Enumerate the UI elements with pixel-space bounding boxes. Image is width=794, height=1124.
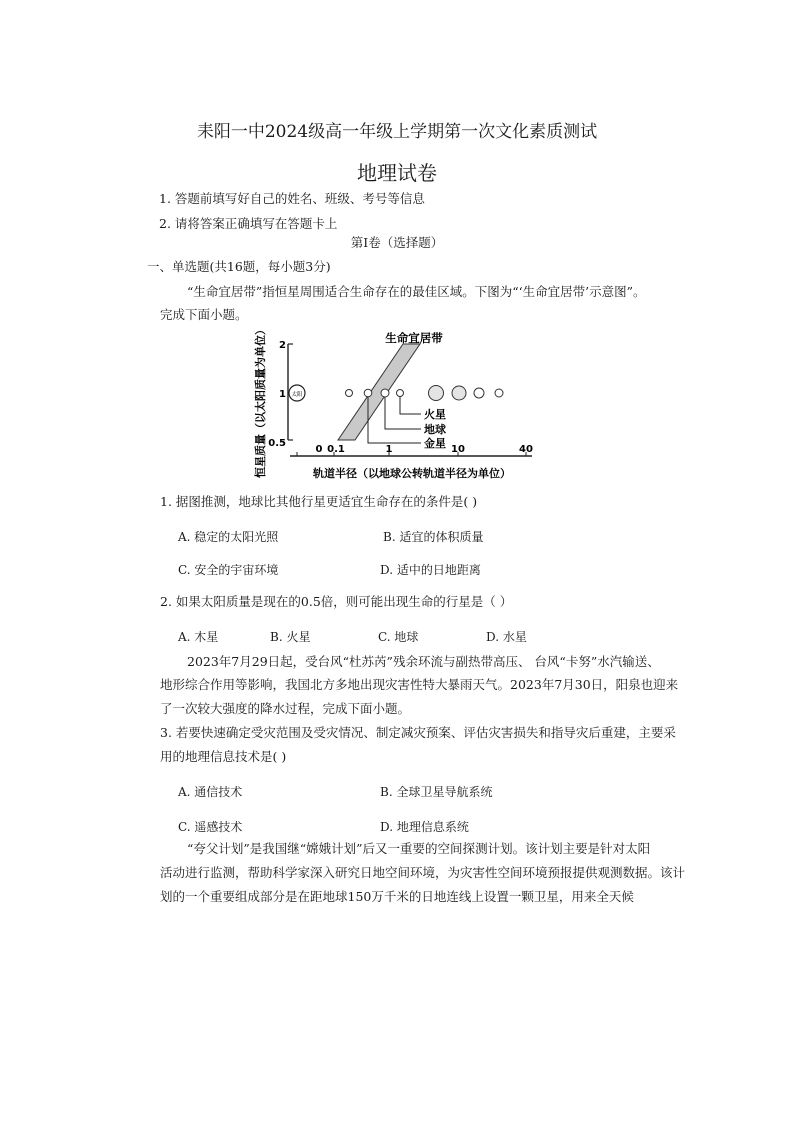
x-tick-label-1: 1 (385, 444, 393, 455)
x-tick-label-40: 40 (519, 444, 533, 455)
exam-subject: 地理试卷 (357, 161, 437, 185)
y-tick-label-2: 2 (279, 340, 286, 351)
q1-option-c: C. 安全的宇宙环境 (178, 563, 279, 577)
sun-label: 太阳 (291, 392, 303, 398)
q1-option-b: B. 适宜的体积质量 (383, 530, 484, 544)
passage2-line2: 地形综合作用等影响，我国北方多地出现灾害性特大暴雨天气。2023年7月30日，阳泉也迎来 (160, 677, 679, 692)
x-tick-label-0-1: 0.1 (327, 444, 345, 455)
planet-venus (364, 389, 372, 397)
passage3-line1: “夸父计划”是我国继“嫦娥计划”后又一重要的空间探测计划。该计划主要是针对太阳 (187, 841, 651, 856)
passage1-line1: “生命宜居带”指恒星周围适合生命存在的最佳区域。下图为“‘生命宜居带’示意图”。 (187, 284, 646, 299)
passage3-line2: 活动进行监测，帮助科学家深入研究日地空间环境，为灾害性空间环境预报提供观测数据。该计 (160, 865, 686, 880)
q3-stem-line1: 3. 若要快速确定受灾范围及受灾情况、制定减灾预案、评估灾害损失和指导灾后重建，主要采 (160, 725, 676, 740)
planet-jupiter (429, 386, 444, 401)
q3-option-b: B. 全球卫星导航系统 (380, 785, 493, 799)
q3-option-c: C. 遥感技术 (178, 820, 243, 834)
q3-option-a: A. 通信技术 (178, 785, 243, 799)
section-heading: 一、单选题(共16题，每小题3分) (147, 259, 331, 274)
planet-mars (397, 390, 404, 397)
x-axis-label: 轨道半径（以地球公转轨道半径为单位） (313, 467, 511, 480)
q1-stem: 1. 据图推测，地球比其他行星更适宜生命存在的条件是( ) (160, 494, 478, 509)
note-2: 2. 请将答案正确填写在答题卡上 (159, 216, 338, 231)
q2-option-b: B. 火星 (270, 630, 311, 644)
leader-mars (400, 397, 421, 414)
q2-option-d: D. 水星 (486, 630, 527, 644)
passage3-line3: 划的一个重要组成部分是在距地球150万千米的日地连线上设置一颗卫星，用来全天候 (160, 889, 634, 904)
planet-earth (381, 389, 389, 397)
volume-heading: 第Ⅰ卷（选择题） (350, 235, 444, 250)
q1-option-a: A. 稳定的太阳光照 (178, 530, 279, 544)
y-tick-label-0-5: 0.5 (268, 438, 286, 449)
q3-stem-line2: 用的地理信息技术是( ) (160, 749, 287, 764)
label-venus: 金星 (424, 437, 446, 450)
q2-option-c: C. 地球 (378, 630, 419, 644)
passage2-line3: 了一次较大强度的降水过程，完成下面小题。 (160, 701, 411, 716)
passage2-line1: 2023年7月29日起，受台风“杜苏芮”残余环流与副热带高压、 台风“卡努”水汽输送、 (187, 654, 660, 669)
exam-title: 耒阳一中2024级高一年级上学期第一次文化素质测试 (196, 122, 598, 142)
label-earth: 地球 (424, 423, 446, 436)
label-mars: 火星 (424, 408, 446, 421)
planet-saturn (452, 386, 466, 400)
q2-stem: 2. 如果太阳质量是现在的0.5倍，则可能出现生命的行星是（ ） (160, 594, 513, 609)
habitable-zone-label: 生命宜居带 (385, 331, 443, 345)
planet-uranus (474, 388, 484, 398)
note-1: 1. 答题前填写好自己的姓名、班级、考号等信息 (159, 191, 425, 206)
y-tick-label-1: 1 (279, 389, 286, 400)
leader-earth (385, 397, 421, 429)
planet-mercury (346, 390, 353, 397)
habitable-zone-figure (250, 322, 550, 487)
x-tick-label-10: 10 (451, 444, 465, 455)
planet-neptune (495, 389, 503, 397)
q1-option-d: D. 适中的日地距离 (380, 563, 481, 577)
q3-option-d: D. 地理信息系统 (380, 820, 469, 834)
q2-option-a: A. 木星 (178, 630, 219, 644)
x-tick-label-0: 0 (315, 444, 323, 455)
y-axis-label: 恒星质量（以太阳质量为单位） (254, 324, 267, 478)
passage1-line2: 完成下面小题。 (160, 307, 248, 322)
